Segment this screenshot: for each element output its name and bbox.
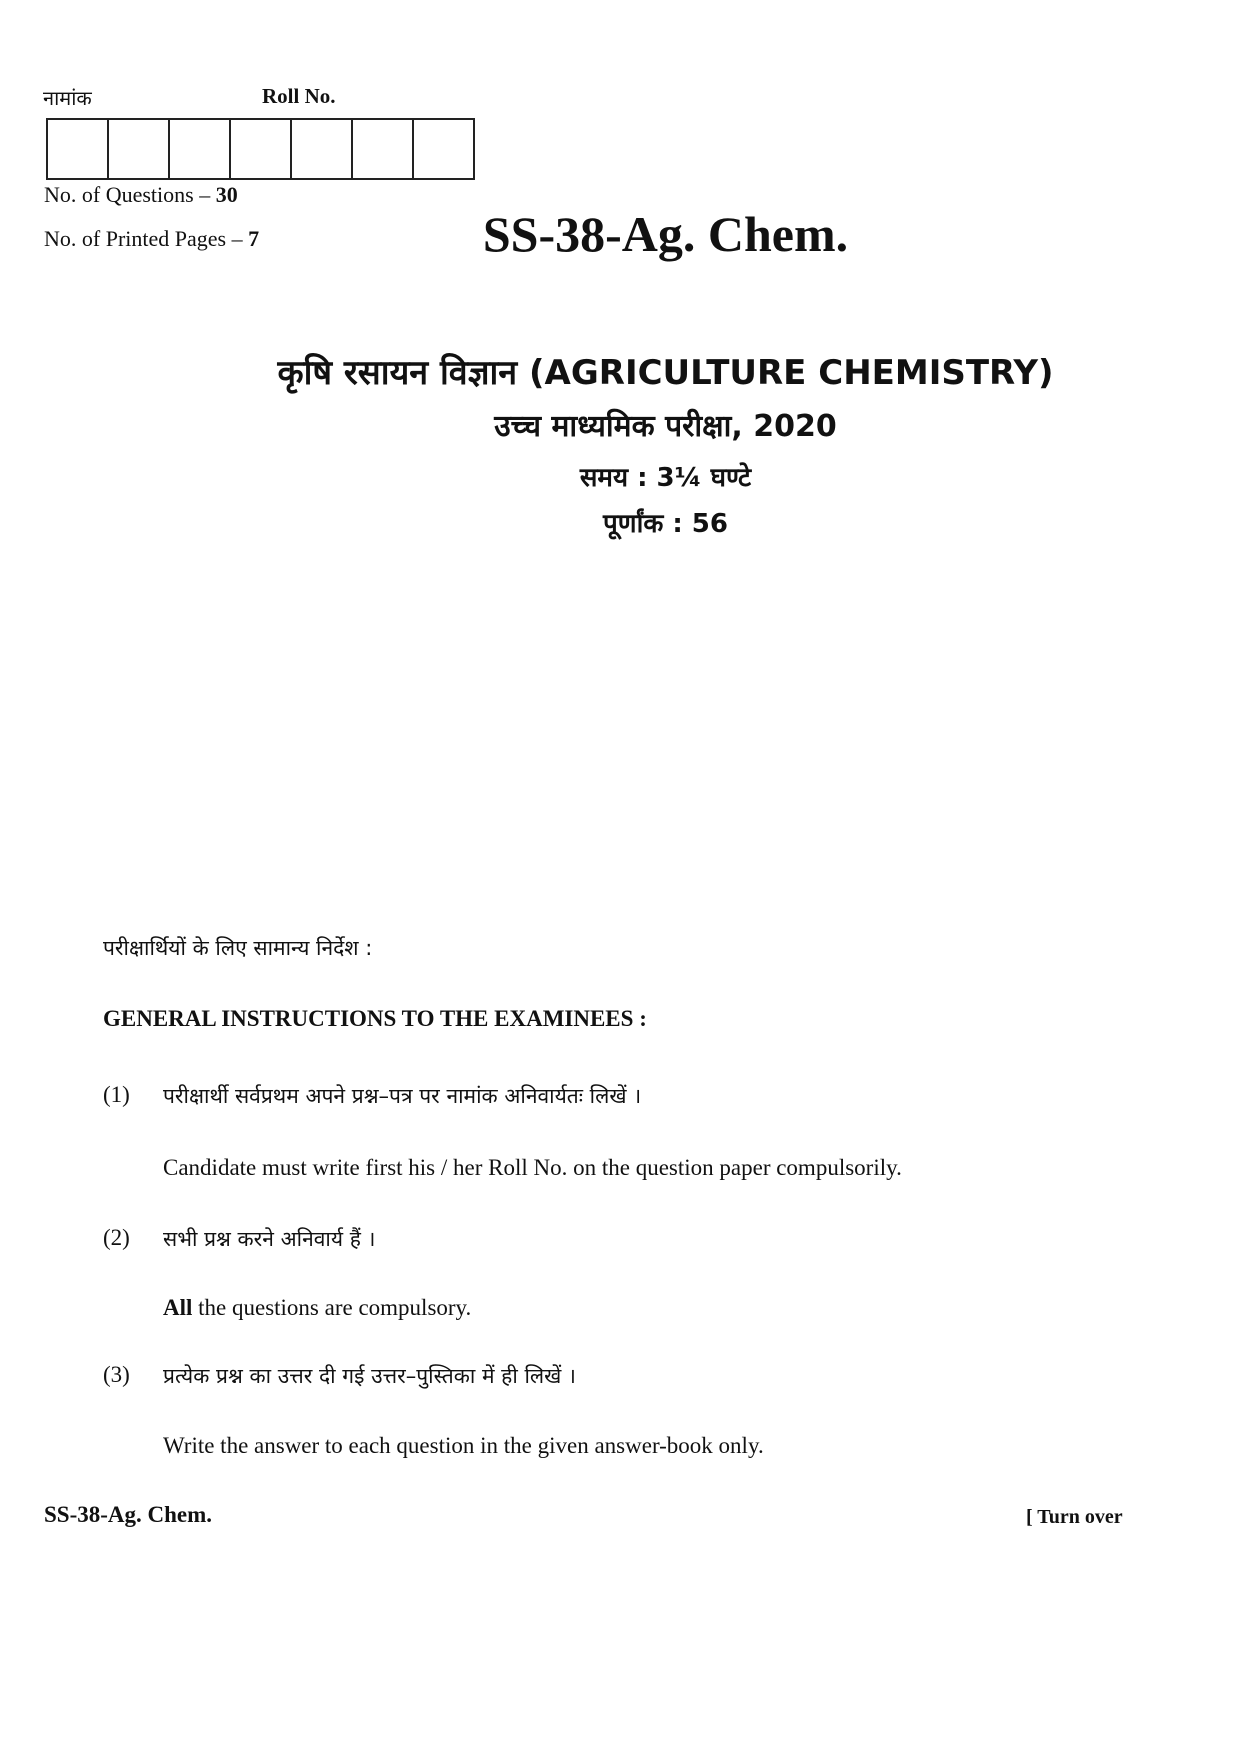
- instruction-text-hindi: प्रत्येक प्रश्न का उत्तर दी गई उत्तर–पुस्तिका में ही लिखें ।: [163, 1364, 576, 1388]
- instruction-text: Candidate must write first his / her Roll No. on the question paper compulsorily.: [163, 1155, 902, 1180]
- instructions-heading: GENERAL INSTRUCTIONS TO THE EXAMINEES :: [103, 1006, 647, 1031]
- subject-title: कृषि रसायन विज्ञान (AGRICULTURE CHEMISTRY): [277, 353, 1054, 393]
- roll-number-digit-box: [292, 120, 353, 178]
- number-of-questions-value: 30: [215, 182, 238, 207]
- instruction-emphasis: All: [163, 1295, 193, 1320]
- exam-title: उच्च माध्यमिक परीक्षा, 2020: [494, 409, 837, 444]
- roll-number-digit-box: [231, 120, 292, 178]
- roll-number-label-hindi: नामांक: [43, 86, 92, 110]
- instructions-heading-hindi: परीक्षार्थियों के लिए सामान्य निर्देश :: [103, 936, 373, 960]
- maximum-marks: पूर्णांक : 56: [603, 509, 728, 539]
- instruction-text: [163, 1295, 471, 1321]
- roll-number-digit-box: [109, 120, 170, 178]
- instruction-text-hindi: परीक्षार्थी सर्वप्रथम अपने प्रश्न–पत्र पर नामांक अनिवार्यतः लिखें ।: [163, 1084, 642, 1108]
- paper-code: SS-38-Ag. Chem.: [482, 206, 849, 262]
- time-allowed: समय : 3¼ घण्टे: [579, 463, 752, 493]
- roll-number-digit-box: [353, 120, 414, 178]
- instruction-number: (3): [103, 1362, 130, 1387]
- instruction-number: (1): [103, 1082, 130, 1107]
- roll-number-digit-box: [170, 120, 231, 178]
- roll-number-label: Roll No.: [262, 84, 336, 108]
- instruction-text-rest: the questions are compulsory.: [192, 1295, 472, 1320]
- footer-paper-code: SS-38-Ag. Chem.: [44, 1502, 213, 1527]
- instruction-number: (2): [103, 1225, 130, 1250]
- number-of-questions-label: No. of Questions –: [44, 182, 216, 207]
- instruction-text: Write the answer to each question in the given answer-book only.: [163, 1433, 764, 1458]
- number-of-pages-label: No. of Printed Pages –: [44, 226, 249, 251]
- roll-number-boxes: [46, 118, 475, 180]
- roll-number-digit-box: [48, 120, 109, 178]
- instruction-text-hindi: सभी प्रश्न करने अनिवार्य हैं ।: [163, 1227, 376, 1251]
- turn-over-note: [ Turn over: [1026, 1506, 1123, 1528]
- number-of-pages-value: 7: [248, 226, 260, 251]
- roll-number-digit-box: [414, 120, 475, 178]
